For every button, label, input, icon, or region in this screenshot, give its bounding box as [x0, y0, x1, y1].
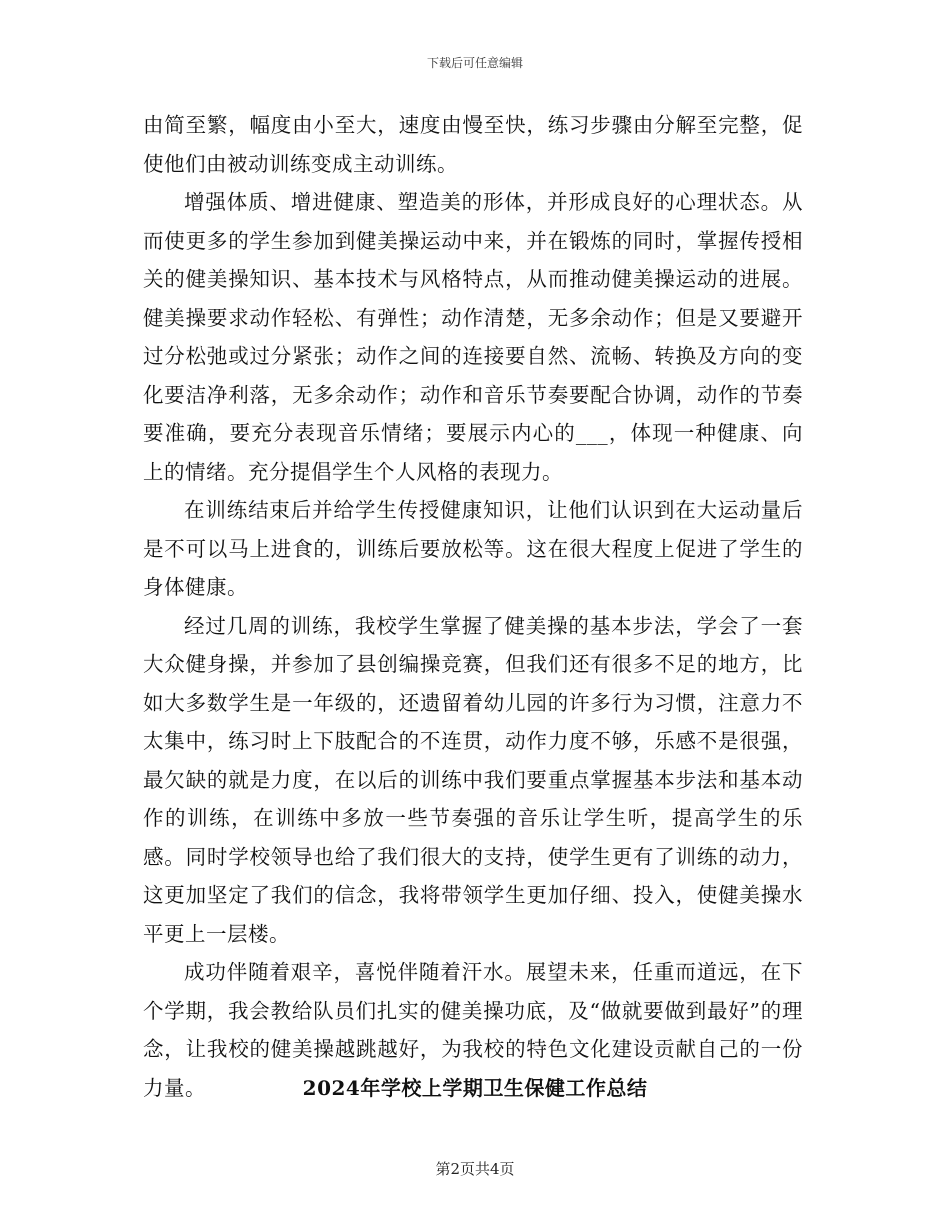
paragraph: 成功伴随着艰辛，喜悦伴随着汗水。展望未来，任重而道远，在下个学期，我会教给队员们扎实的健美操功底，及“做就要做到最好”的理念，让我校的健美操越跳越好，为我校的特色文化建设贡献自己的一份力量。 [143, 960, 803, 1100]
paragraph: 增强体质、增进健康、塑造美的形体，并形成良好的心理状态。从而使更多的学生参加到健美操运动中来，并在锻炼的同时，掌握传授相关的健美操知识、基本技术与风格特点，从而推动健美操运动的进展。健美操要求动作轻松、有弹性；动作清楚，无多余动作；但是又要避开过分松弛或过分紧张；动作之间的连接要自然、流畅、转换及方向的变化要洁净利落，无多余动作；动作和音乐节奏要配合协调，动作的节奏要准确，要充分表现音乐情绪；要展示内心的___，体现一种健康、向上的情绪。充分提倡学生个人风格的表现力。 [143, 190, 803, 484]
document-body [143, 106, 803, 1107]
paragraph: 经过几周的训练，我校学生掌握了健美操的基本步法，学会了一套大众健身操，并参加了县创编操竞赛，但我们还有很多不足的地方，比如大多数学生是一年级的，还遗留着幼儿园的许多行为习惯，注意力不太集中，练习时上下肢配合的不连贯，动作力度不够，乐感不是很强，最欠缺的就是力度，在以后的训练中我们要重点掌握基本步法和基本动作的训练，在训练中多放一些节奏强的音乐让学生听，提高学生的乐感。同时学校领导也给了我们很大的支持，使学生更有了训练的动力，这更加坚定了我们的信念，我将带领学生更加仔细、投入，使健美操水平更上一层楼。 [143, 613, 803, 946]
paragraph-continued: 由简至繁，幅度由小至大，速度由慢至快，练习步骤由分解至完整，促使他们由被动训练变成主动训练。 [143, 113, 803, 176]
page-header-note: 下载后可任意编辑 [426, 56, 523, 70]
page-number: 第2页共4页 [435, 1160, 515, 1178]
section-heading: 2024年学校上学期卫生保健工作总结 [302, 1076, 648, 1100]
paragraph: 在训练结束后并给学生传授健康知识，让他们认识到在大运动量后是不可以马上进食的，训练后要放松等。这在很大程度上促进了学生的身体健康。 [143, 498, 803, 599]
